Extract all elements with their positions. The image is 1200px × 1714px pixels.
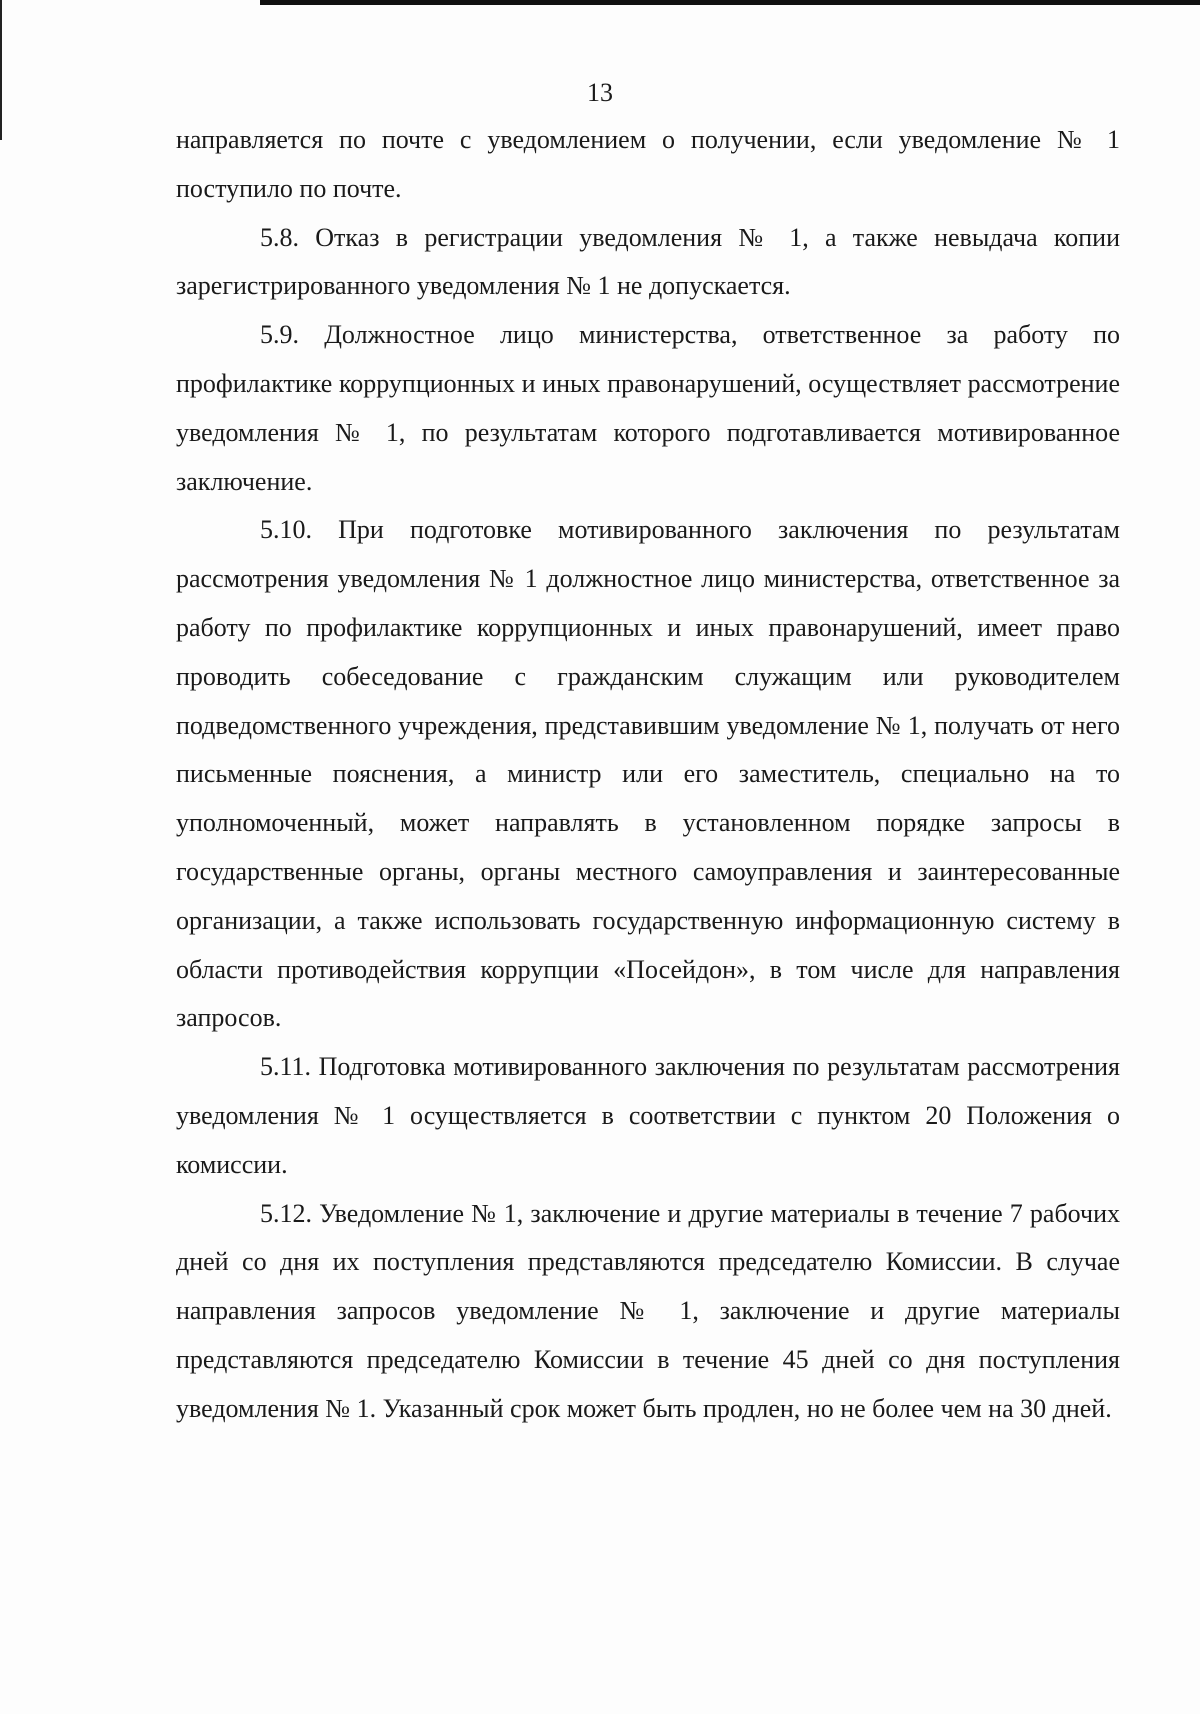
paragraph-5-9: 5.9. Должностное лицо министерства, ответственное за работу по профилактике коррупционных и иных правонарушений, осуществляет рассмотрение уведомления № 1, по результатам которого подготавливается мотивированное заключение. <box>176 320 1120 496</box>
paragraph-continuation: направляется по почте с уведомлением о получении, если уведомление № 1 поступило по почте. <box>176 125 1120 203</box>
paragraph-5-10: 5.10. При подготовке мотивированного заключения по результатам рассмотрения уведомления № 1 должностное лицо министерства, ответственное за работу по профилактике коррупционных и иных правонарушений, имеет право проводить собеседование с гражданским служащим или руководителем подведомственного учреждения, представившим уведомление № 1, получать от него письменные пояснения, а министр или его заместитель, специально на то уполномоченный, может направлять в установленном порядке запросы в государственные органы, органы местного самоуправления и заинтересованные организации, а также использовать государственную информационную систему в области противодействия коррупции «Посейдон», в том числе для направления запросов. <box>176 515 1120 1033</box>
document-body <box>176 116 1120 1434</box>
paragraph-5-11: 5.11. Подготовка мотивированного заключения по результатам рассмотрения уведомления № 1 осуществляется в соответствии с пунктом 20 Положения о комиссии. <box>176 1052 1120 1179</box>
page-number: 13 <box>587 78 613 107</box>
paragraph-5-12: 5.12. Уведомление № 1, заключение и другие материалы в течение 7 рабочих дней со дня их поступления представляются председателю Комиссии. В случае направления запросов уведомление № 1, заключение и другие материалы представляются председателю Комиссии в течение 45 дней со дня поступления уведомления № 1. Указанный срок может быть продлен, но не более чем на 30 дней. <box>176 1198 1120 1423</box>
scan-top-border <box>260 0 1200 5</box>
scan-left-edge <box>0 0 2 140</box>
paragraph-5-8: 5.8. Отказ в регистрации уведомления № 1, а также невыдача копии зарегистрированного уведомления № 1 не допускается. <box>176 222 1120 301</box>
